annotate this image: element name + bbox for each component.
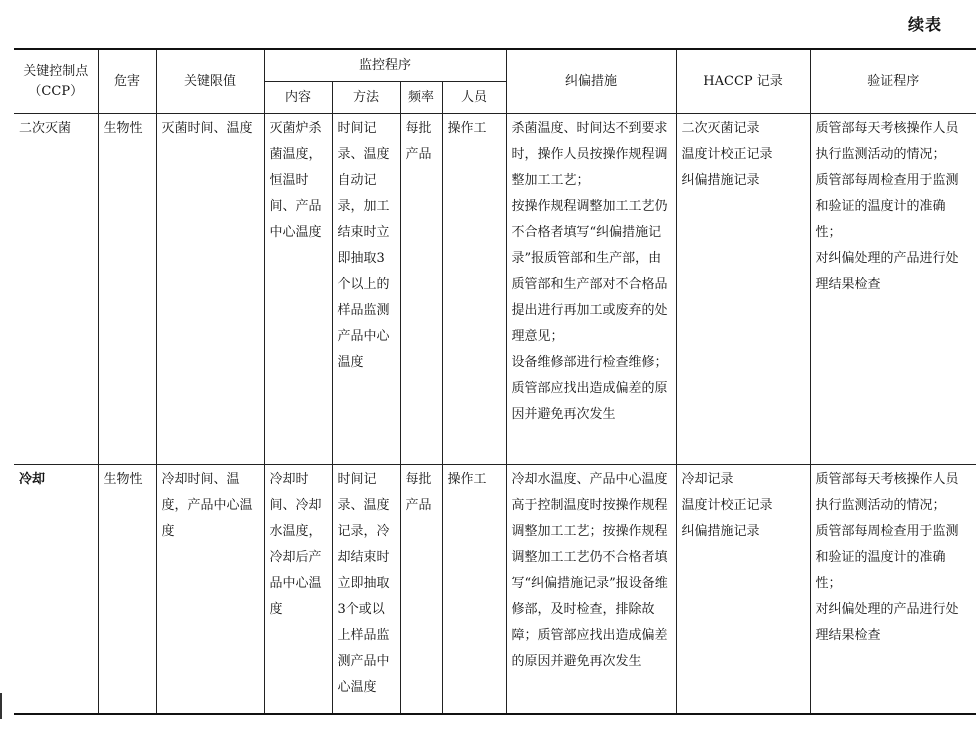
- header-monitoring: 监控程序: [264, 49, 506, 82]
- corrective-line: 设备维修部进行检查维修；: [511, 355, 668, 370]
- corrective-line: 质管部应找出造成偏差的原因并避免再次发生: [511, 381, 668, 422]
- cell-ccp: 二次灭菌: [14, 114, 98, 465]
- record-line: 纠偏措施记录: [681, 173, 760, 188]
- table-row: [14, 114, 976, 465]
- header-content: 内容: [264, 82, 332, 114]
- verification-line: 对纠偏处理的产品进行处理结果检查: [815, 602, 959, 643]
- cell-ccp: 冷却: [14, 465, 98, 715]
- cell-personnel: 操作工: [442, 114, 506, 465]
- continued-label: 续表: [907, 15, 942, 34]
- cell-method: 时间记录、温度自动记录，加工结束时立即抽取3个以上的样品监测产品中心温度: [332, 114, 400, 465]
- header-hazard: 危害: [98, 49, 156, 114]
- cell-hazard: 生物性: [98, 465, 156, 715]
- haccp-plan-table: [14, 48, 976, 715]
- cell-hazard: 生物性: [98, 114, 156, 465]
- cell-critical-limit: 灭菌时间、温度: [156, 114, 264, 465]
- verification-line: 质管部每天考核操作人员执行监测活动的情况；: [815, 472, 959, 513]
- cell-verification: [810, 465, 976, 715]
- cell-frequency: 每批产品: [400, 465, 442, 715]
- header-verification: 验证程序: [810, 49, 976, 114]
- cell-corrective: [506, 114, 676, 465]
- cell-method: 时间记录、温度记录，冷却结束时立即抽取3个或以上样品监测产品中心温度: [332, 465, 400, 715]
- record-line: 二次灭菌记录: [681, 121, 760, 136]
- record-line: 冷却记录: [681, 472, 734, 487]
- verification-line: 质管部每天考核操作人员执行监测活动的情况；: [815, 121, 959, 162]
- verification-line: 对纠偏处理的产品进行处理结果检查: [815, 251, 959, 292]
- header-method: 方法: [332, 82, 400, 114]
- verification-line: 质管部每周检查用于监测和验证的温度计的准确性；: [815, 173, 959, 240]
- cell-corrective: [506, 465, 676, 715]
- cell-frequency: 每批产品: [400, 114, 442, 465]
- table-row: [14, 465, 976, 715]
- cell-personnel: 操作工: [442, 465, 506, 715]
- header-ccp: 关键控制点（CCP）: [14, 49, 98, 114]
- page-edge-mark: [0, 693, 8, 719]
- header-corrective: 纠偏措施: [506, 49, 676, 114]
- header-frequency: 频率: [400, 82, 442, 114]
- record-line: 温度计校正记录: [681, 147, 773, 162]
- record-line: 纠偏措施记录: [681, 524, 760, 539]
- header-personnel: 人员: [442, 82, 506, 114]
- corrective-line: 按操作规程调整加工工艺仍不合格者填写“纠偏措施记录”报质管部和生产部，由质管部和生产部对不合格品提出进行再加工或废弃的处理意见；: [511, 199, 668, 344]
- cell-critical-limit: 冷却时间、温度，产品中心温度: [156, 465, 264, 715]
- header-critical-limit: 关键限值: [156, 49, 264, 114]
- cell-verification: [810, 114, 976, 465]
- record-line: 温度计校正记录: [681, 498, 773, 513]
- cell-content: 灭菌炉杀菌温度，恒温时间、产品中心温度: [264, 114, 332, 465]
- cell-records: [676, 114, 810, 465]
- cell-content: 冷却时间、冷却水温度，冷却后产品中心温度: [264, 465, 332, 715]
- corrective-line: 杀菌温度、时间达不到要求时，操作人员按操作规程调整加工工艺；: [511, 121, 668, 188]
- corrective-line: 冷却水温度、产品中心温度高于控制温度时按操作规程调整加工工艺；按操作规程调整加工工艺仍不合格者填写“纠偏措施记录”报设备维修部，及时检查，排除故障；质管部应找出造成偏差的原因并避免再次发生: [511, 472, 668, 669]
- cell-records: [676, 465, 810, 715]
- verification-line: 质管部每周检查用于监测和验证的温度计的准确性；: [815, 524, 959, 591]
- header-records: HACCP 记录: [676, 49, 810, 114]
